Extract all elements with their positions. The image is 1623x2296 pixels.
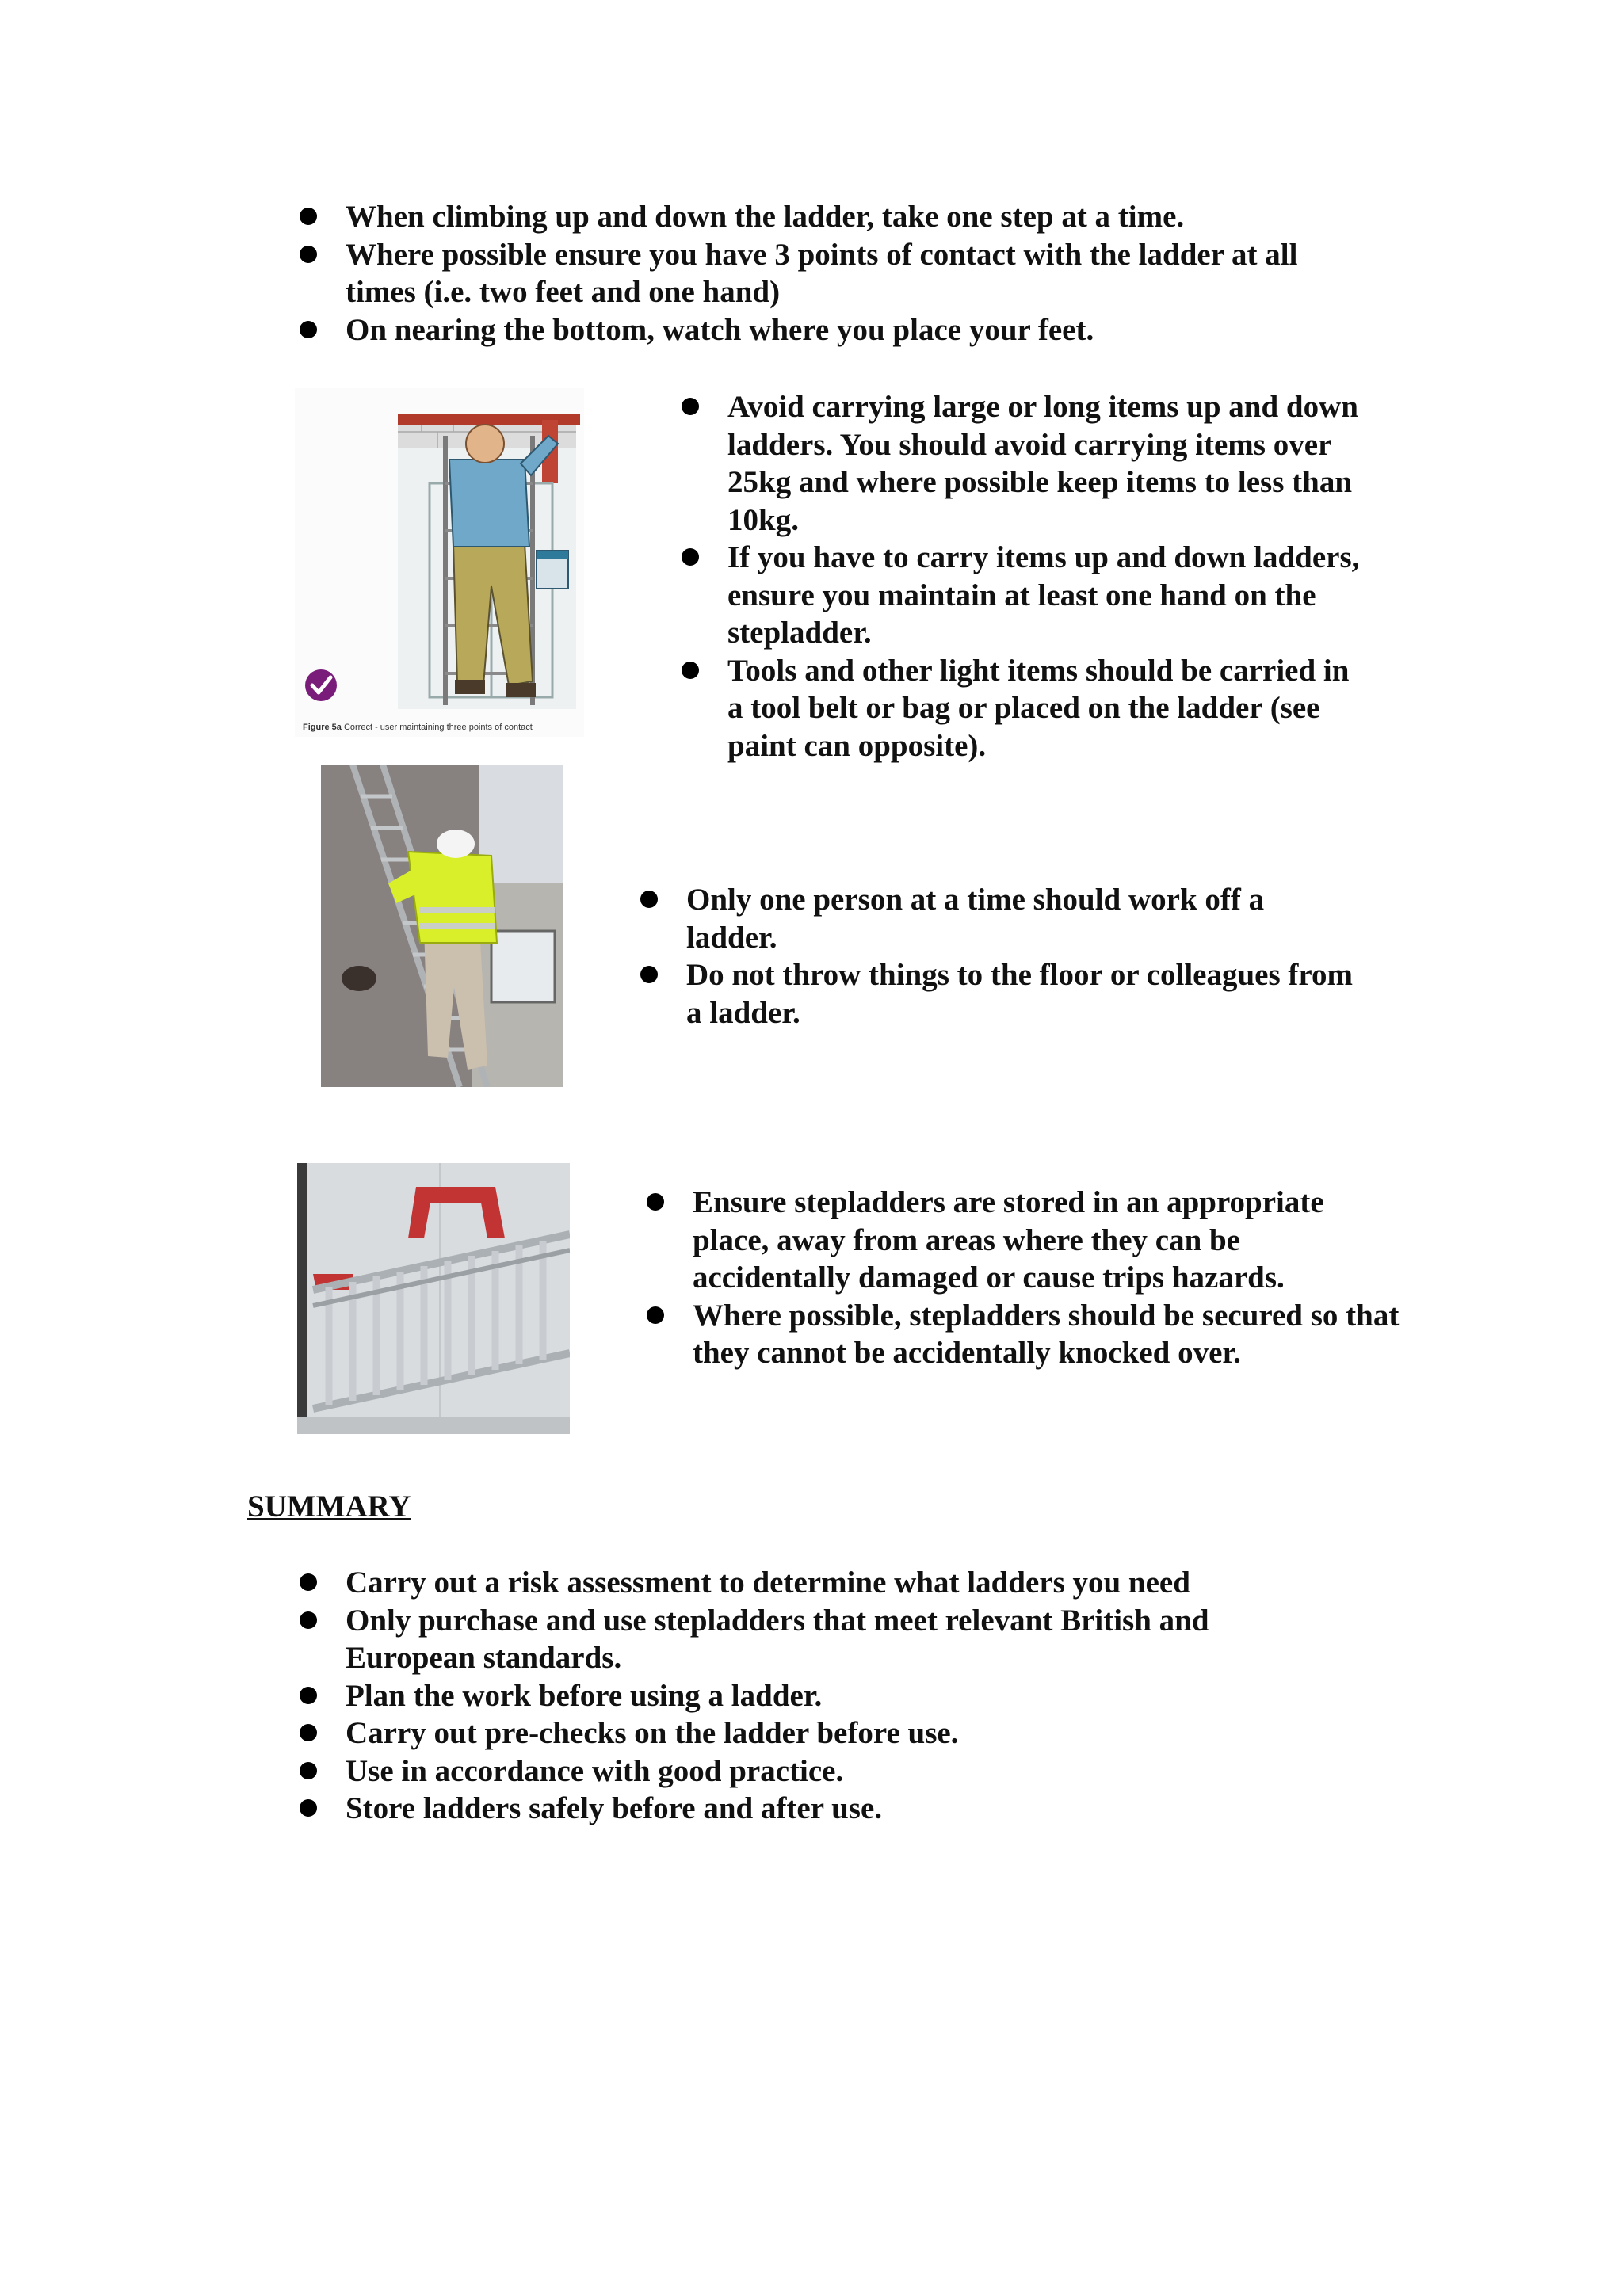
stored-ladder-image (297, 1163, 570, 1434)
list-item: Only one person at a time should work off a ladder. (640, 881, 1320, 956)
list-item: Carry out a risk assessment to determine what ladders you need (300, 1564, 1409, 1602)
storage-bullet-list (647, 1184, 1400, 1372)
list-item: Store ladders safely before and after use. (300, 1790, 1409, 1828)
list-item: If you have to carry items up and down ladders, ensure you maintain at least one hand on the stepladder. (682, 539, 1395, 652)
intro-bullet-list (300, 198, 1409, 349)
list-item: Avoid carrying large or long items up and down ladders. You should avoid carrying items over 25kg and where possible keep items to less than 10kg. (682, 388, 1395, 539)
list-item: Where possible ensure you have 3 points of contact with the ladder at all times (i.e. two feet and one hand) (300, 236, 1368, 311)
summary-heading: SUMMARY (247, 1489, 411, 1524)
figure-caption (303, 723, 533, 732)
list-item: Tools and other light items should be carried in a tool belt or bag or placed on the ladder (see paint can opposite). (682, 652, 1361, 765)
list-item: Use in accordance with good practice. (300, 1753, 1409, 1791)
photo-worker-on-ladder (321, 765, 563, 1087)
figure-caption-label: Figure 5a (303, 723, 342, 732)
list-item: Only purchase and use stepladders that meet relevant British and European standards. (300, 1602, 1304, 1677)
figure-ladder-illustration (295, 388, 584, 737)
figure-caption-text: Correct - user maintaining three points of contact (341, 723, 533, 732)
list-item: Where possible, stepladders should be secured so that they cannot be accidentally knocked over. (647, 1297, 1400, 1372)
list-item: Ensure stepladders are stored in an appropriate place, away from areas where they can be accidentally damaged or cause trips hazards. (647, 1184, 1390, 1297)
carrying-bullet-list (682, 388, 1395, 765)
check-icon (305, 669, 337, 701)
one-person-bullet-list (640, 881, 1354, 1032)
list-item: Do not throw things to the floor or colleagues from a ladder. (640, 956, 1368, 1032)
ladder-illustration-image (295, 388, 584, 737)
list-item: On nearing the bottom, watch where you place your feet. (300, 311, 1409, 349)
summary-bullet-list (300, 1564, 1409, 1828)
list-item: Plan the work before using a ladder. (300, 1677, 1409, 1715)
list-item: When climbing up and down the ladder, take one step at a time. (300, 198, 1409, 236)
photo-stored-ladder (297, 1163, 570, 1434)
list-item: Carry out pre-checks on the ladder before use. (300, 1714, 1409, 1753)
worker-photo-image (321, 765, 563, 1087)
